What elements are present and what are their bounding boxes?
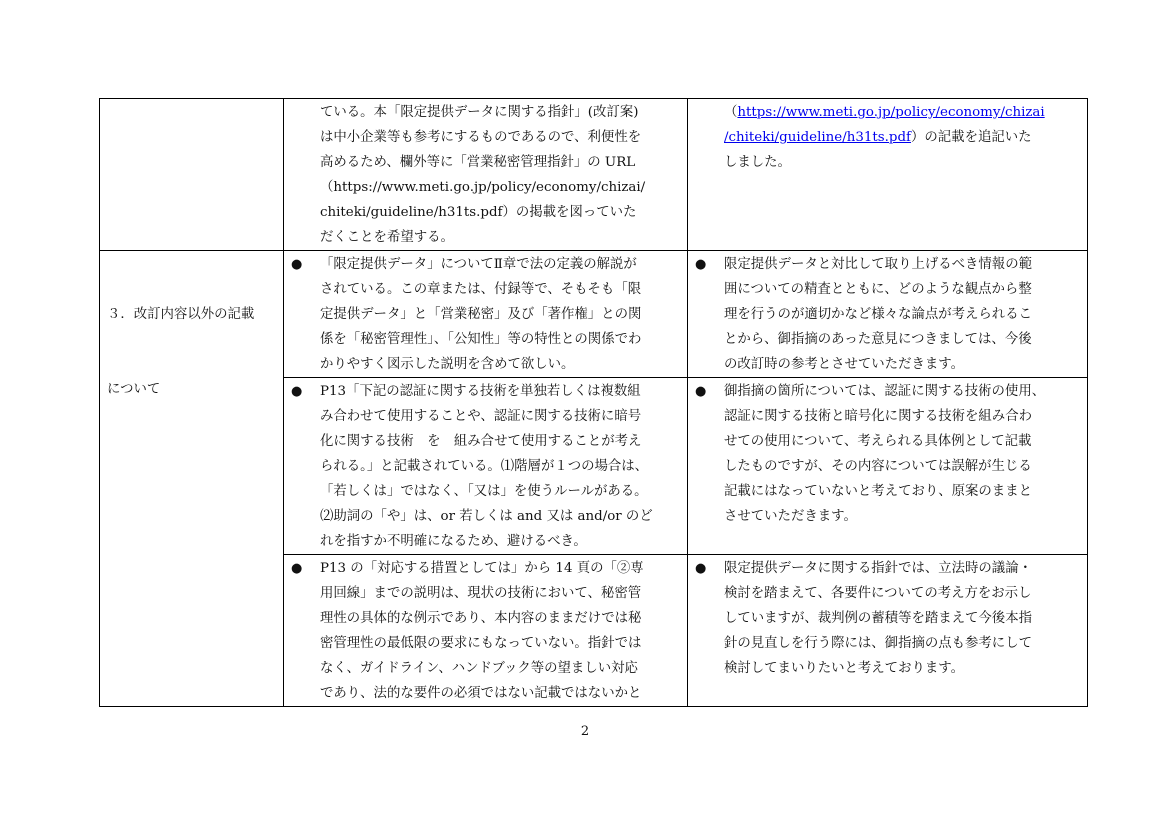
comment-line: （https://www.meti.go.jp/policy/economy/chizai/ (320, 180, 646, 195)
response-line: 囲についての精査とともに、どのような観点から整 (724, 282, 1032, 297)
response-line: しました。 (724, 155, 791, 170)
comment-line: ⑵助詞の「や」は、or 若しくは and 又は and/or のど (320, 509, 653, 524)
guideline-url-link[interactable]: https://www.meti.go.jp/policy/economy/chizai (737, 105, 1045, 120)
comment-line: だくことを希望する。 (320, 230, 454, 245)
response-line: 理を行うのが適切かなど様々な論点が考えられるこ (724, 307, 1032, 322)
category-cell (100, 99, 284, 251)
comment-line: P13「下記の認証に関する技術を単独若しくは複数組 (320, 384, 641, 399)
response-line: 御指摘の箇所については、認証に関する技術の使用、 (724, 384, 1046, 399)
comment-cell (284, 378, 688, 555)
response-line: 検討してまいりたいと考えております。 (724, 661, 964, 676)
bullet-icon: ● (291, 561, 303, 576)
comment-line: み合わせて使用することや、認証に関する技術に暗号 (320, 409, 642, 424)
comment-cell (284, 251, 688, 378)
response-cell (688, 251, 1088, 378)
response-line (724, 125, 1081, 150)
bullet-icon: ● (695, 384, 707, 399)
response-line: とから、御指摘のあった意見につきましては、今後 (724, 332, 1032, 347)
comment-line: 高めるため、欄外等に「営業秘密管理指針」の URL (320, 155, 636, 170)
response-line: 限定提供データと対比して取り上げるべき情報の範 (724, 257, 1032, 272)
comment-line: 定提供データ」と「営業秘密」及び「著作権」との関 (320, 307, 642, 322)
response-line: させていただきます。 (724, 509, 857, 524)
response-cell (688, 99, 1088, 251)
bullet-icon: ● (291, 257, 303, 272)
response-line (724, 100, 1081, 125)
response-prefix: （ (724, 105, 738, 120)
comment-line: 「若しくは」ではなく、「又は」を使うルールがある。 (320, 484, 648, 499)
comment-line: かりやすく図示した説明を含めて欲しい。 (320, 357, 575, 372)
comment-line: ている。本「限定提供データに関する指針」(改訂案) (320, 105, 639, 120)
category-label-line: ３．改訂内容以外の記載 (107, 307, 255, 322)
comment-cell (284, 555, 688, 707)
response-cell (688, 378, 1088, 555)
comment-line: られる。」と記載されている。⑴階層が１つの場合は、 (320, 459, 649, 474)
bullet-icon: ● (291, 384, 303, 399)
table-row (100, 99, 1088, 251)
response-line: 限定提供データに関する指針では、立法時の議論・ (724, 561, 1032, 576)
comment-line: されている。この章または、付録等で、そもそも「限 (320, 282, 642, 297)
comment-line: chiteki/guideline/h31ts.pdf）の掲載を図っていた (320, 205, 637, 220)
comment-line: れを指すか不明確になるため、避けるべき。 (320, 534, 587, 549)
response-suffix: ）の記載を追記いた (911, 130, 1032, 145)
response-line: 針の見直しを行う際には、御指摘の点も参考にして (724, 636, 1032, 651)
response-line: 記載にはなっていないと考えており、原案のままと (724, 484, 1032, 499)
table-row (100, 251, 1088, 378)
response-line: していますが、裁判例の蓄積等を踏まえて今後本指 (724, 611, 1032, 626)
category-label-line: について (107, 382, 161, 397)
comment-line: であり、法的な要件の必須ではない記載ではないかと (320, 686, 642, 701)
comment-response-table (99, 98, 1088, 707)
comment-line: 理性の具体的な例示であり、本内容のままだけでは秘 (320, 611, 642, 626)
comment-line: 密管理性の最低限の要求にもなっていない。指針では (320, 636, 642, 651)
response-line: 認証に関する技術と暗号化に関する技術を組み合わ (724, 409, 1032, 424)
response-line: したものですが、その内容については誤解が生じる (724, 459, 1032, 474)
comment-line: 「限定提供データ」についてⅡ章で法の定義の解説が (320, 257, 637, 272)
comment-line: 化に関する技術 を 組み合せて使用することが考え (320, 434, 642, 449)
page-number: 2 (580, 724, 590, 739)
response-line: せての使用について、考えられる具体例として記載 (724, 434, 1032, 449)
comment-line: なく、ガイドライン、ハンドブック等の望ましい対応 (320, 661, 638, 676)
response-line: 検討を踏まえて、各要件についての考え方をお示し (724, 586, 1032, 601)
response-cell (688, 555, 1088, 707)
comment-line: P13 の「対応する措置としては」から 14 頁の「②専 (320, 561, 644, 576)
comment-line: は中小企業等も参考にするものであるので、利便性を (320, 130, 642, 145)
comment-cell (284, 99, 688, 251)
bullet-icon: ● (695, 257, 707, 272)
bullet-icon: ● (695, 561, 707, 576)
guideline-url-link-continued[interactable]: /chiteki/guideline/h31ts.pdf (724, 130, 912, 145)
comment-line: 係を「秘密管理性」、「公知性」等の特性との関係でわ (320, 332, 642, 347)
category-cell (100, 251, 284, 707)
comment-line: 用回線」までの説明は、現状の技術において、秘密管 (320, 586, 642, 601)
response-line: の改訂時の参考とさせていただきます。 (724, 357, 964, 372)
